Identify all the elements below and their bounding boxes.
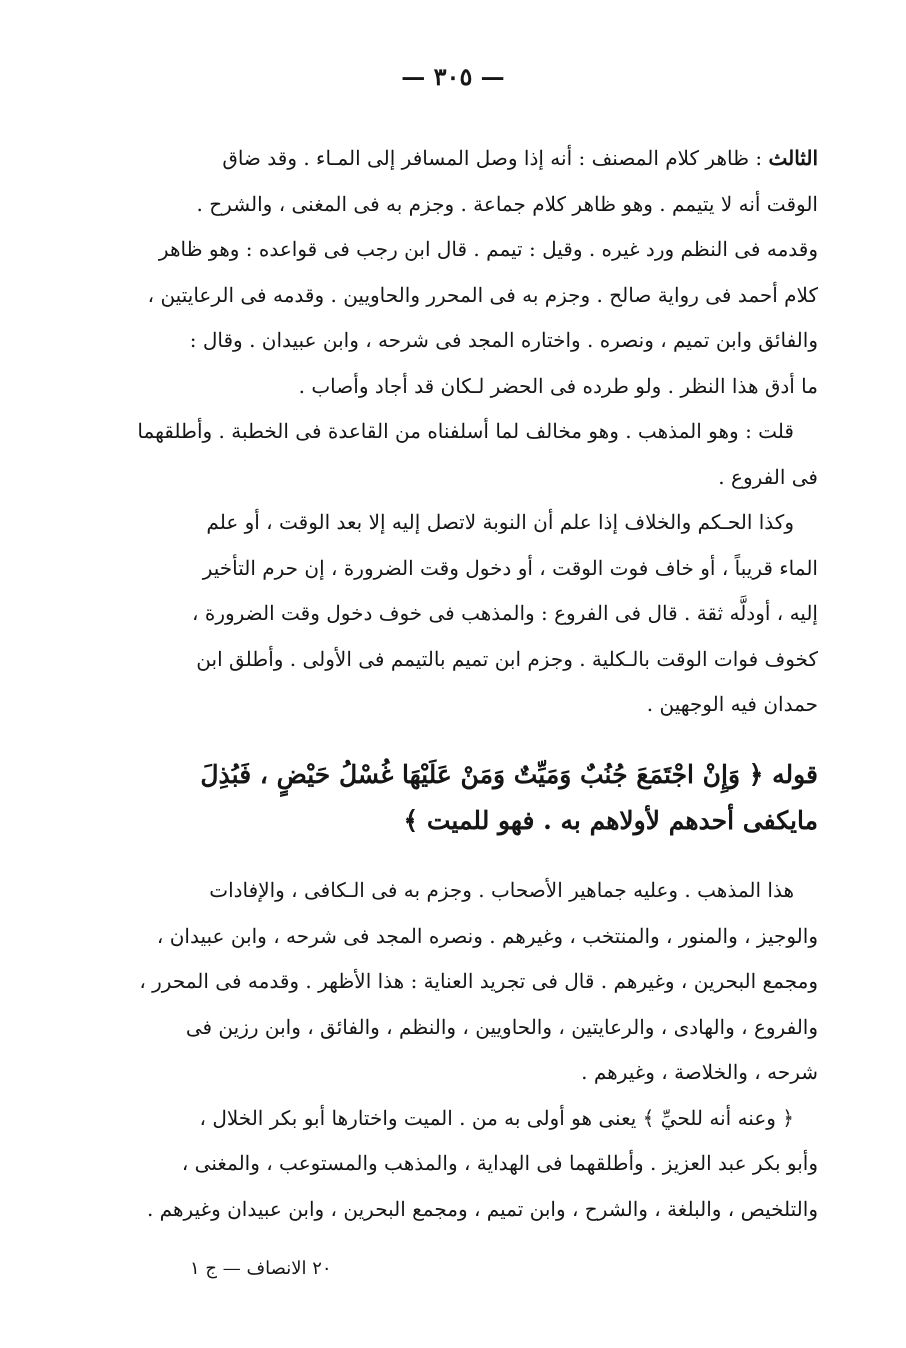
page-number: — ٣٠٥ — [401, 62, 505, 91]
paragraph-block-first [118, 136, 818, 728]
text-line: حمدان فيه الوجهين . [646, 692, 818, 716]
text-line: شرحه ، والخلاصة ، وغيرهم . [581, 1060, 818, 1084]
quoted-matn [118, 752, 818, 844]
text-line: كلام أحمد فى رواية صالح . وجزم به فى المحرر والحاويين . وقدمه فى الرعايتين ، [147, 282, 818, 307]
text-line: ومجمع البحرين ، وغيرهم . قال فى تجريد العناية : هذا الأظهر . وقدمه فى المحرر ، [139, 969, 818, 993]
text-line: ﴿ وعنه أنه للحيِّ ﴾ يعنى هو أولى به من . الميت واختارها أبو بكر الخلال ، [199, 1105, 794, 1130]
text-line: والتلخيص ، والبلغة ، والشرح ، وابن تميم ، ومجمع البحرين ، وابن عبيدان وغيرهم . [146, 1196, 818, 1221]
text-line: قلت : وهو المذهب . وهو مخالف لما أسلفناه من القاعدة فى الخطبة . وأطلقهما [137, 419, 794, 443]
quote-line: مايكفى أحدهم لأولاهم به . فهو للميت ﴾ [403, 806, 818, 835]
text-line: كخوف فوات الوقت بالـكلية . وجزم ابن تميم بالتيمم فى الأولى . وأطلق ابن [196, 646, 818, 671]
text-line: والفائق وابن تميم ، ونصره . واختاره المجد فى شرحه ، وابن عبيدان . وقال : [189, 328, 818, 352]
text-line: فى الفروع . [718, 464, 818, 489]
text-line-content: : ظاهر كلام المصنف : أنه إذا وصل المسافر إلى المـاء . وقد ضاق [222, 146, 763, 170]
text-line: ما أدق هذا النظر . ولو طرده فى الحضر لـكان قد أجاد وأصاب . [298, 373, 818, 398]
text-line: هذا المذهب . وعليه جماهير الأصحاب . وجزم به فى الـكافى ، والإفادات [209, 878, 794, 902]
text-line: الماء قريباً ، أو خاف فوت الوقت ، أو دخول وقت الضرورة ، إن حرم التأخير [202, 555, 818, 580]
text-line: وقدمه فى النظم ورد غيره . وقيل : تيمم . قال ابن رجب فى قواعده : وهو ظاهر [158, 237, 818, 261]
text-line: الوقت أنه لا يتيمم . وهو ظاهر كلام جماعة . وجزم به فى المغنى ، والشرح . [196, 191, 818, 216]
section-lead-word: الثالث [768, 146, 818, 170]
text-line: وأبو بكر عبد العزيز . وأطلقهما فى الهداية ، والمذهب والمستوعب ، والمغنى ، [181, 1151, 818, 1175]
text-line [118, 136, 818, 182]
printer-signature: ٢٠ الانصاف — ج ١ [190, 1258, 332, 1279]
text-line: والوجيز ، والمنور ، والمنتخب ، وغيرهم . ونصره المجد فى شرحه ، وابن عبيدان ، [156, 923, 818, 948]
text-line: وكذا الحـكم والخلاف إذا علم أن النوبة لاتصل إليه إلا بعد الوقت ، أو علم [206, 510, 794, 534]
text-line: إليه ، أودلَّه ثقة . قال فى الفروع : والمذهب فى خوف دخول وقت الضرورة ، [192, 601, 818, 625]
quote-line: قوله ﴿ وَإِنْ اجْتَمَعَ جُنُبٌ وَمَيِّتٌ وَمَنْ عَلَيْهَا غُسْلُ حَيْضٍ ، فَبُذِلَ [200, 760, 818, 789]
paragraph-block-second [118, 868, 818, 1232]
text-line: والفروع ، والهادى ، والرعايتين ، والحاويين ، والنظم ، والفائق ، وابن رزين فى [185, 1014, 818, 1039]
